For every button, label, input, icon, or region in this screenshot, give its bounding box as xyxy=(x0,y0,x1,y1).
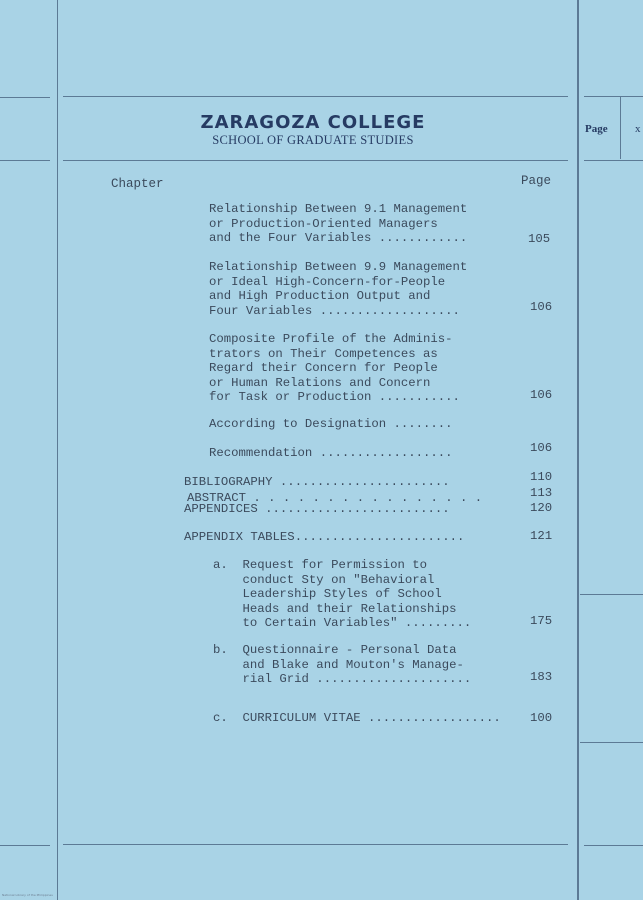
toc-entry: Relationship Between 9.1 Management or Production-Oriented Managers and the Four Variables ............ xyxy=(209,202,468,246)
right-box-rule-1 xyxy=(580,594,643,595)
bottom-rule-left xyxy=(0,845,50,846)
chapter-column-label: Chapter xyxy=(111,177,164,191)
header-rule-right xyxy=(584,160,643,161)
margin-page-number: x xyxy=(635,123,641,135)
right-box-rule-2 xyxy=(580,742,643,743)
toc-page-number: 113 xyxy=(530,486,553,500)
toc-entry: Composite Profile of the Adminis- trators on Their Competences as Regard their Concern for People or Human Relations and Concern for Task or Production ........... xyxy=(209,332,460,405)
toc-page-number: 106 xyxy=(530,441,553,455)
bottom-rule xyxy=(63,844,568,845)
toc-page-number: 106 xyxy=(530,388,553,402)
toc-entry: b. Questionnaire - Personal Data and Blake and Mouton's Manage- rial Grid ..................... xyxy=(213,643,472,687)
toc-entry: Recommendation .................. xyxy=(209,446,453,460)
header-rule-left xyxy=(0,160,50,161)
toc-entry: APPENDICES ......................... xyxy=(184,502,450,516)
toc-page-number: 110 xyxy=(530,470,553,484)
toc-page-number: 105 xyxy=(528,232,551,246)
top-rule xyxy=(63,96,568,97)
scan-credit: National Library of the Philippines xyxy=(2,893,53,897)
toc-page-number: 175 xyxy=(530,614,553,628)
toc-entry: Relationship Between 9.9 Management or Ideal High-Concern-for-People and High Production Output and Four Variables ................... xyxy=(209,260,468,318)
top-rule-right xyxy=(584,96,643,97)
toc-page-number: 183 xyxy=(530,670,553,684)
institution-title: ZARAGOZA COLLEGE xyxy=(200,112,426,133)
toc-page-number: 106 xyxy=(530,300,553,314)
toc-entry: a. Request for Permission to conduct Sty on "Behavioral Leadership Styles of School Heads and their Relationships to Certain Variables" ......... xyxy=(213,558,472,631)
header-rule xyxy=(63,160,568,161)
toc-page-number: 121 xyxy=(530,529,553,543)
school-subtitle: SCHOOL OF GRADUATE STUDIES xyxy=(212,133,414,147)
bottom-rule-right xyxy=(584,845,643,846)
toc-entry: ABSTRACT . . . . . . . . . . . . . . . . xyxy=(187,491,483,505)
toc-entry: c. CURRICULUM VITAE .................. xyxy=(213,711,501,725)
toc-entry: According to Designation ........ xyxy=(209,417,453,431)
toc-page-number: 120 xyxy=(530,501,553,515)
top-rule-left xyxy=(0,97,50,98)
page-column-label: Page xyxy=(521,174,552,188)
toc-page-number: 100 xyxy=(530,711,553,725)
margin-page-label: Page xyxy=(585,123,608,135)
toc-entry: BIBLIOGRAPHY ....................... xyxy=(184,475,450,489)
toc-entry: APPENDIX TABLES....................... xyxy=(184,530,465,544)
